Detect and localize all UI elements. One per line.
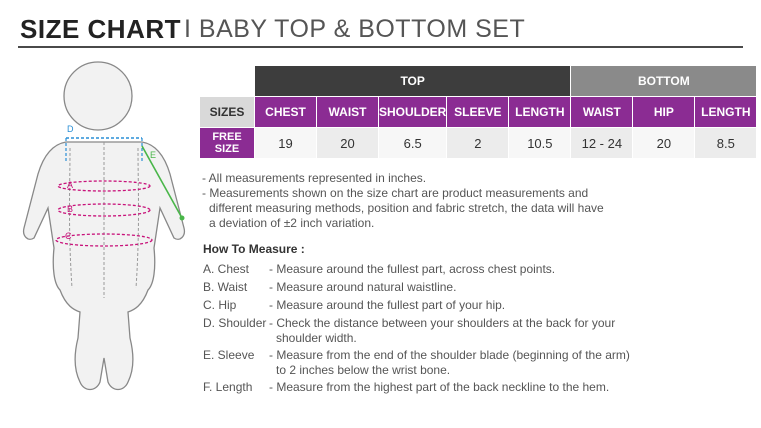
cell-hip: 20	[633, 128, 694, 158]
note-line: - All measurements represented in inches.	[202, 171, 427, 185]
cell-length-bottom: 8.5	[695, 128, 756, 158]
measure-label: D. Shoulder	[203, 316, 267, 330]
measure-desc: to 2 inches below the wrist bone.	[276, 363, 451, 377]
note-line: - Measurements shown on the size chart are product measurements and	[202, 186, 589, 200]
cell-chest: 19	[255, 128, 316, 158]
label-d: D	[67, 124, 74, 134]
note-line: different measuring methods, position and fabric stretch, the data will have	[209, 201, 604, 215]
cell-shoulder: 6.5	[379, 128, 446, 158]
measure-desc: shoulder width.	[276, 331, 357, 345]
table-row	[200, 128, 756, 158]
measure-desc: - Measure around natural waistline.	[269, 280, 457, 294]
page-subtitle: I BABY TOP & BOTTOM SET	[184, 15, 526, 43]
notes	[202, 171, 672, 231]
note-line: a deviation of ±2 inch variation.	[209, 216, 375, 230]
col-chest: CHEST	[255, 97, 316, 127]
how-to-measure-title: How To Measure :	[203, 242, 305, 256]
measure-desc: - Measure from the highest part of the back neckline to the hem.	[269, 380, 610, 394]
col-hip: HIP	[633, 97, 694, 127]
label-c: C	[65, 231, 72, 241]
measure-label: E. Sleeve	[203, 348, 255, 362]
cell-waist-bottom: 12 - 24	[571, 128, 632, 158]
measure-desc: - Measure around the fullest part, across chest points.	[269, 262, 556, 276]
group-top: TOP	[255, 66, 570, 96]
label-a: A	[67, 180, 74, 190]
col-shoulder: SHOULDER	[379, 97, 446, 127]
size-free-size: FREE SIZE	[200, 128, 254, 158]
measure-label: C. Hip	[203, 298, 237, 312]
col-waist-bottom: WAIST	[571, 97, 632, 127]
column-header-row	[200, 97, 756, 127]
measure-label: A. Chest	[203, 262, 250, 276]
label-b: B	[67, 204, 74, 214]
col-length-top: LENGTH	[509, 97, 570, 127]
measure-desc: - Measure around the fullest part of your hip.	[269, 298, 506, 312]
col-waist-top: WAIST	[317, 97, 378, 127]
measure-label: B. Waist	[203, 280, 248, 294]
cell-length-top: 10.5	[509, 128, 570, 158]
cell-sleeve: 2	[447, 128, 508, 158]
label-e: E	[150, 150, 157, 160]
baby-head	[64, 62, 132, 130]
group-bottom: BOTTOM	[571, 66, 756, 96]
page-title: SIZE CHART	[20, 14, 181, 44]
baby-measurement-illustration	[14, 58, 199, 410]
col-length-bottom: LENGTH	[695, 97, 756, 127]
group-header-row	[200, 66, 756, 96]
col-sleeve: SLEEVE	[447, 97, 508, 127]
measure-desc: - Measure from the end of the shoulder blade (beginning of the arm)	[269, 348, 630, 362]
size-table	[199, 65, 757, 159]
header	[18, 12, 743, 48]
measure-desc: - Check the distance between your shoulders at the back for your	[269, 316, 616, 330]
measure-label: F. Length	[203, 380, 253, 394]
sizes-label: SIZES	[200, 97, 254, 127]
cell-waist-top: 20	[317, 128, 378, 158]
